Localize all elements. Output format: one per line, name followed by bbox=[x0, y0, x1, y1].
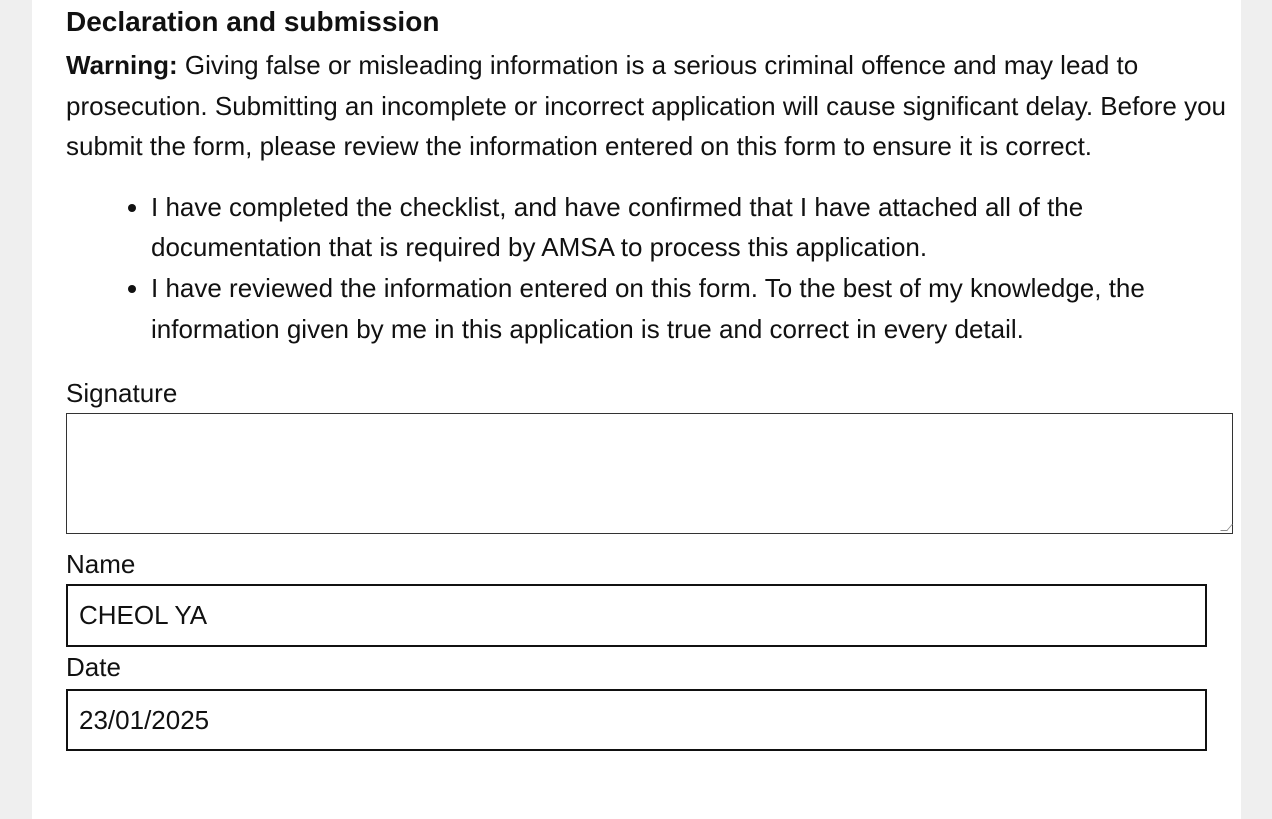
form-page bbox=[32, 0, 1241, 819]
section-title: Declaration and submission bbox=[66, 6, 440, 37]
date-input[interactable] bbox=[66, 689, 1207, 751]
name-label: Name bbox=[66, 549, 136, 580]
warning-text: Giving false or misleading information is a serious criminal offence and may lead to prosecution. Submitting an incomplete or incorrect application will cause significant delay. Before you submit the form, please review the information entered on this form to ensure it is correct. bbox=[66, 50, 1227, 162]
warning-label: Warning: bbox=[66, 50, 178, 80]
declaration-item-reviewed: • I have reviewed the information entered on this form. To the best of my knowledge, the information given by me in this application is true and correct in every detail. bbox=[151, 268, 1236, 349]
warning-paragraph bbox=[66, 45, 1236, 167]
name-input[interactable] bbox=[66, 584, 1207, 647]
resize-handle-icon[interactable] bbox=[1220, 524, 1233, 531]
declaration-section bbox=[66, 0, 1236, 751]
signature-label: Signature bbox=[66, 378, 178, 409]
date-label: Date bbox=[66, 652, 121, 683]
declaration-list bbox=[66, 187, 1236, 349]
signature-field[interactable] bbox=[66, 413, 1233, 534]
declaration-item-checklist: • I have completed the checklist, and have confirmed that I have attached all of the documentation that is required by AMSA to process this application. bbox=[151, 187, 1236, 268]
